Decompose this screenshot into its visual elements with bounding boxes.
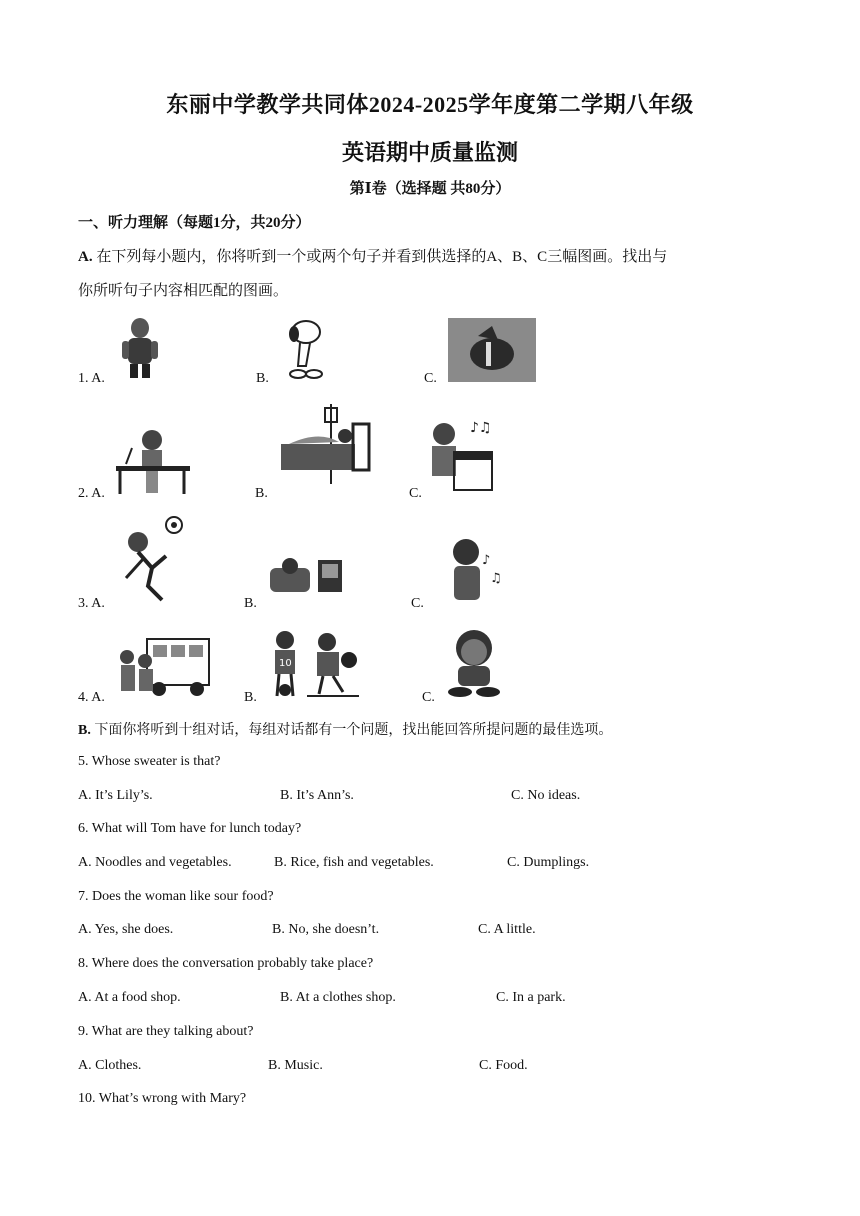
q7-option-a[interactable]: A. Yes, she does. (78, 922, 174, 937)
item2-label-b: B. (255, 486, 268, 501)
item4-label-a: 4. A. (78, 690, 105, 705)
part-b-instruction-text: 下面你将听到十组对话，每组对话都有一个问题，找出能回答所提问题的最佳选项。 (94, 723, 613, 738)
item3-picture-a-soccer[interactable] (118, 516, 186, 602)
q7-option-c[interactable]: C. A little. (478, 922, 536, 937)
part-b-instruction (78, 719, 612, 739)
question-6: 6. What will Tom have for lunch today? (78, 821, 302, 836)
q6-option-a[interactable]: A. Noodles and vegetables. (78, 855, 232, 870)
item1-label-a: 1. A. (78, 371, 105, 386)
svg-text:♫: ♫ (490, 571, 502, 586)
item3-picture-b-sofa-tv[interactable] (268, 556, 344, 596)
item1-label-c: C. (424, 371, 437, 386)
item2-label-a: 2. A. (78, 486, 105, 501)
item3-label-c: C. (411, 596, 424, 611)
item4-label-b: B. (244, 690, 257, 705)
q8-option-c[interactable]: C. In a park. (496, 990, 566, 1005)
part-a-instruction-line1: 在下列每小题内，你将听到一个或两个句子并看到供选择的A、B、C三幅图画。找出与 (96, 249, 668, 265)
svg-text:10: 10 (279, 658, 292, 669)
item4-picture-b-basketball[interactable] (267, 630, 361, 700)
q6-option-c[interactable]: C. Dumplings. (507, 855, 590, 870)
item2-picture-c-piano[interactable] (426, 416, 496, 496)
item4-picture-c-girl-sad[interactable] (440, 626, 506, 702)
q6-option-b[interactable]: B. Rice, fish and vegetables. (274, 855, 434, 870)
q7-option-b[interactable]: B. No, she doesn’t. (272, 922, 380, 937)
section-heading-listening: 一、听力理解（每题1分，共20分） (78, 215, 311, 231)
question-8: 8. Where does the conversation probably take place? (78, 956, 374, 971)
item4-picture-a-bus[interactable] (117, 635, 211, 699)
item2-picture-b-hospital-bed[interactable] (279, 404, 373, 488)
item3-label-a: 3. A. (78, 596, 105, 611)
item2-picture-a-boy-at-desk[interactable] (112, 428, 192, 496)
item4-label-c: C. (422, 690, 435, 705)
exam-title-line2: 英语期中质量监测 (341, 140, 518, 165)
question-5: 5. Whose sweater is that? (78, 754, 221, 769)
exam-title-line1: 东丽中学教学共同体2024-2025学年度第二学期八年级 (166, 92, 694, 117)
item3-picture-c-singer[interactable] (442, 534, 506, 604)
volume-heading: 第Ⅰ卷（选择题 共80分） (349, 181, 511, 197)
part-b-label: B. (78, 723, 91, 738)
q8-option-b[interactable]: B. At a clothes shop. (280, 990, 396, 1005)
q5-option-b[interactable]: B. It’s Ann’s. (280, 788, 354, 803)
part-a-instruction-line2: 你所听句子内容相匹配的图画。 (78, 283, 289, 299)
item1-picture-c-fish[interactable] (448, 318, 536, 382)
part-a-instruction (78, 245, 667, 266)
item1-picture-a-ogre[interactable] (115, 314, 165, 380)
q8-option-a[interactable]: A. At a food shop. (78, 990, 181, 1005)
q9-option-a[interactable]: A. Clothes. (78, 1058, 142, 1073)
q9-option-b[interactable]: B. Music. (268, 1058, 323, 1073)
part-a-label: A. (78, 249, 93, 265)
q9-option-c[interactable]: C. Food. (479, 1058, 528, 1073)
q5-option-a[interactable]: A. It’s Lily’s. (78, 788, 153, 803)
svg-text:♪♫: ♪♫ (470, 420, 492, 436)
q5-option-c[interactable]: C. No ideas. (511, 788, 581, 803)
item1-picture-b-dog[interactable] (276, 318, 332, 380)
question-7: 7. Does the woman like sour food? (78, 889, 274, 904)
svg-text:♪: ♪ (482, 553, 491, 568)
item1-label-b: B. (256, 371, 269, 386)
item3-label-b: B. (244, 596, 257, 611)
item2-label-c: C. (409, 486, 422, 501)
question-9: 9. What are they talking about? (78, 1024, 254, 1039)
question-10: 10. What’s wrong with Mary? (78, 1091, 247, 1106)
